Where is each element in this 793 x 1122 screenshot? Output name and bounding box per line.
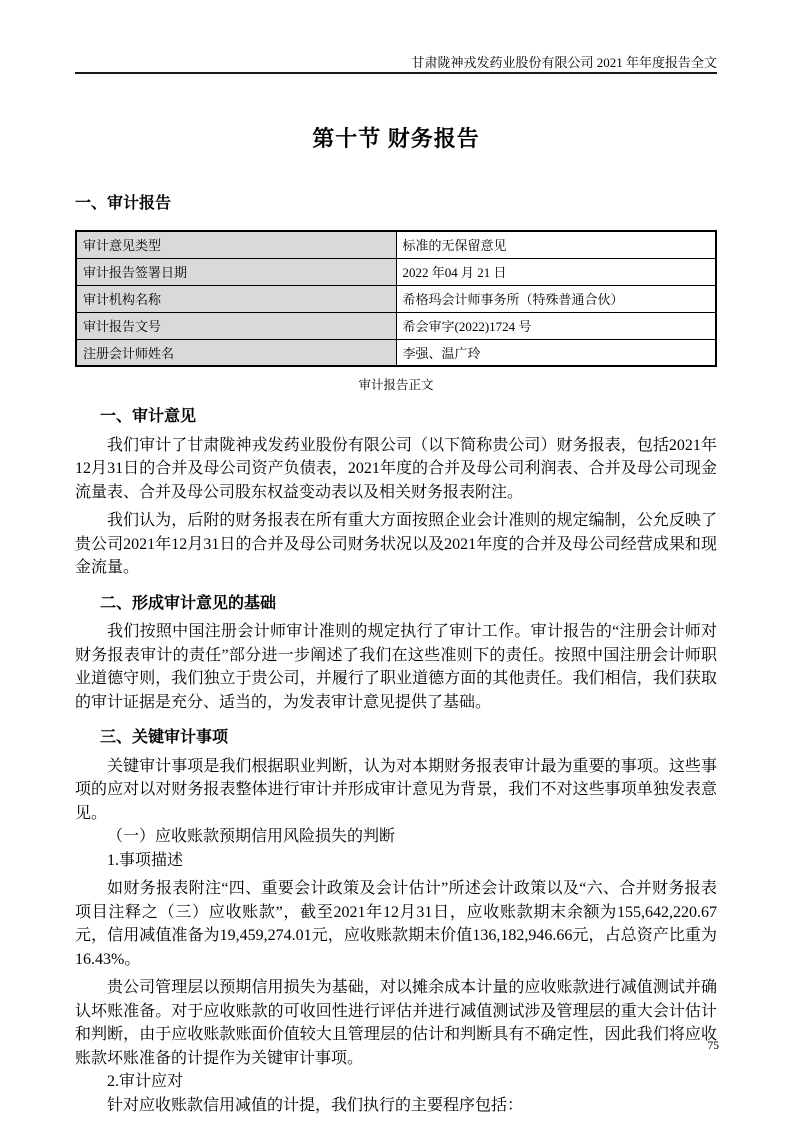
paragraph-key-matters-2: 如财务报表附注“四、重要会计政策及会计估计”所述会计政策以及“六、合并财务报表项目注释之（三）应收账款”，截至2021年12月31日，应收账款期末余额为155,642,220.67元，信用减值准备为19,459,274.01元，应收账款期末价值136,182,946.66元，占总资产比重为16.43%。 [75, 880, 717, 968]
table-value-cell: 希格玛会计师事务所（特殊普通合伙） [396, 285, 716, 312]
table-label-cell: 注册会计师姓名 [76, 339, 396, 366]
audit-summary-table [75, 230, 717, 367]
page-title: 第十节 财务报告 [312, 126, 480, 151]
report-body-caption: 审计报告正文 [358, 378, 434, 392]
table-value-cell: 李强、温广玲 [396, 339, 716, 366]
table-label-cell: 审计报告签署日期 [76, 258, 396, 285]
section-heading-audit-report: 一、审计报告 [75, 195, 172, 212]
table-row [76, 285, 716, 312]
table-label-cell: 审计意见类型 [76, 231, 396, 258]
heading-key-audit-matters: 三、关键审计事项 [100, 729, 229, 746]
table-label-cell: 审计机构名称 [76, 285, 396, 312]
key-matter-item-heading: （一）应收账款预期信用风险损失的判断 [107, 828, 396, 845]
heading-opinion-basis: 二、形成审计意见的基础 [100, 594, 277, 612]
paragraph-key-matters-3: 贵公司管理层以预期信用损失为基础，对以摊余成本计量的应收账款进行减值测试并确认坏账准备。对于应收账款的可收回性进行评估并进行减值测试涉及管理层的重大会计估计和判断，由于应收账款账面价值较大且管理层的估计和判断具有不确定性，因此我们将应收账款坏账准备的计提作为关键审计事项。 [75, 979, 717, 1067]
header-title: 甘肃陇神戎发药业股份有限公司 2021 年年度报告全文 [411, 55, 717, 70]
table-value-cell: 希会审字(2022)1724 号 [396, 312, 716, 339]
table-value-cell: 标准的无保留意见 [396, 231, 716, 258]
table-value-cell: 2022 年04 月 21 日 [396, 258, 716, 285]
paragraph-key-matters-4: 针对应收账款信用减值的计提，我们执行的主要程序包括： [107, 1096, 524, 1114]
paragraph-basis-1: 我们按照中国注册会计师审计准则的规定执行了审计工作。审计报告的“注册会计师对财务报表审计的责任”部分进一步阐述了我们在这些准则下的责任。按照中国注册会计师职业道德守则，我们独立于贵公司，并履行了职业道德方面的其他责任。我们相信，我们获取的审计证据是充分、适当的，为发表审计意见提供了基础。 [75, 623, 717, 711]
table-row [76, 231, 716, 258]
table-row [76, 312, 716, 339]
paragraph-key-matters-1: 关键审计事项是我们根据职业判断，认为对本期财务报表审计最为重要的事项。这些事项的应对以对财务报表整体进行审计并形成审计意见为背景，我们不对这些事项单独发表意见。 [75, 757, 717, 822]
key-matter-response-label: 2.审计应对 [107, 1073, 184, 1090]
page-content [75, 0, 717, 1117]
table-row [76, 339, 716, 366]
paragraph-opinion-1: 我们审计了甘肃陇神戎发药业股份有限公司（以下简称贵公司）财务报表，包括2021年12月31日的合并及母公司资产负债表，2021年度的合并及母公司利润表、合并及母公司现金流量表、合并及母公司股东权益变动表以及相关财务报表附注。 [75, 436, 717, 501]
paragraph-opinion-2: 我们认为，后附的财务报表在所有重大方面按照企业会计准则的规定编制，公允反映了贵公司2021年12月31日的合并及母公司财务状况以及2021年度的合并及母公司经营成果和现金流量。 [75, 512, 717, 576]
page-number: 75 [707, 1040, 719, 1052]
page-header [75, 0, 717, 74]
heading-audit-opinion: 一、审计意见 [100, 408, 197, 425]
key-matter-desc-label: 1.事项描述 [107, 851, 184, 869]
table-row [76, 258, 716, 285]
table-label-cell: 审计报告文号 [76, 312, 396, 339]
